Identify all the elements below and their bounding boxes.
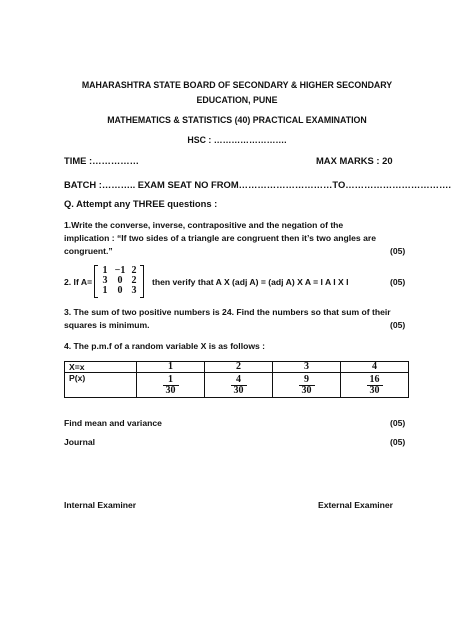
matrix-cell: 3	[131, 285, 137, 296]
row-label-p: P(x)	[65, 373, 137, 398]
board-name-line1: MAHARASHTRA STATE BOARD OF SECONDARY & HIGHER SECONDARY	[81, 80, 393, 90]
q1-line3: congruent.”	[64, 246, 113, 256]
journal-label: Journal	[64, 437, 96, 447]
q4-followup: Find mean and variance	[64, 418, 162, 428]
journal-marks: (05)	[390, 437, 406, 447]
p-numerator-4: 16	[367, 375, 383, 386]
matrix-cell: 2	[131, 275, 137, 286]
q2-marks: (05)	[390, 277, 406, 287]
p-denominator-2: 30	[233, 384, 244, 396]
instruction: Q. Attempt any THREE questions :	[64, 198, 218, 209]
q1-line1: 1.Write the converse, inverse, contrapositive and the negation of the	[64, 220, 344, 230]
matrix-cell: 2	[131, 265, 137, 276]
p-denominator-4: 30	[369, 384, 380, 396]
q3-marks: (05)	[390, 320, 406, 330]
p-denominator-3: 30	[301, 384, 312, 396]
matrix-cell: 1	[102, 285, 108, 296]
max-marks: MAX MARKS : 20	[316, 155, 393, 166]
p-denominator-1: 30	[165, 384, 176, 396]
batch-line: BATCH :……….. EXAM SEAT NO FROM…………………………TO…………………………….	[64, 179, 451, 190]
x-value-4: 4	[341, 362, 409, 373]
matrix-cell: −1	[114, 265, 126, 276]
matrix-cell: 1	[102, 265, 108, 276]
exam-title: MATHEMATICS & STATISTICS (40) PRACTICAL EXAMINATION	[107, 115, 367, 125]
x-value-2: 2	[205, 362, 273, 373]
q4-marks: (05)	[390, 418, 406, 428]
matrix-cell: 0	[117, 285, 123, 296]
board-name-line2: EDUCATION, PUNE	[196, 95, 278, 105]
p-value-4	[341, 373, 409, 398]
q4-text: 4. The p.m.f of a random variable X is as follows :	[64, 341, 266, 351]
row-label-x: X=x	[65, 362, 137, 373]
q2-prefix: 2. If A=	[64, 277, 93, 287]
matrix-right-bracket	[140, 265, 144, 298]
matrix-cell: 3	[102, 275, 108, 286]
internal-examiner: Internal Examiner	[64, 500, 137, 510]
matrix-cell: 0	[117, 275, 123, 286]
x-value-1: 1	[137, 362, 205, 373]
class-line: HSC : …………………….	[187, 135, 287, 145]
p-value-2	[205, 373, 273, 398]
q3-line2: squares is minimum.	[64, 320, 150, 330]
q1-marks: (05)	[390, 246, 406, 256]
p-numerator-2: 4	[231, 375, 247, 386]
p-value-1	[137, 373, 205, 398]
matrix-a	[98, 266, 140, 296]
external-examiner: External Examiner	[318, 500, 393, 510]
table-row	[65, 373, 409, 398]
p-value-3	[273, 373, 341, 398]
p-numerator-3: 9	[299, 375, 315, 386]
table-row	[65, 362, 409, 373]
q3-line1: 3. The sum of two positive numbers is 24. Find the numbers so that sum of their	[64, 307, 391, 317]
pmf-table	[64, 361, 409, 398]
q2-text: then verify that A X (adj A) = (adj A) X A = I A I X I	[152, 277, 349, 287]
x-value-3: 3	[273, 362, 341, 373]
time-field: TIME :……………	[64, 155, 139, 166]
q1-line2: implication : “If two sides of a triangle are congruent then it’s two angles are	[64, 233, 376, 243]
p-numerator-1: 1	[163, 375, 179, 386]
